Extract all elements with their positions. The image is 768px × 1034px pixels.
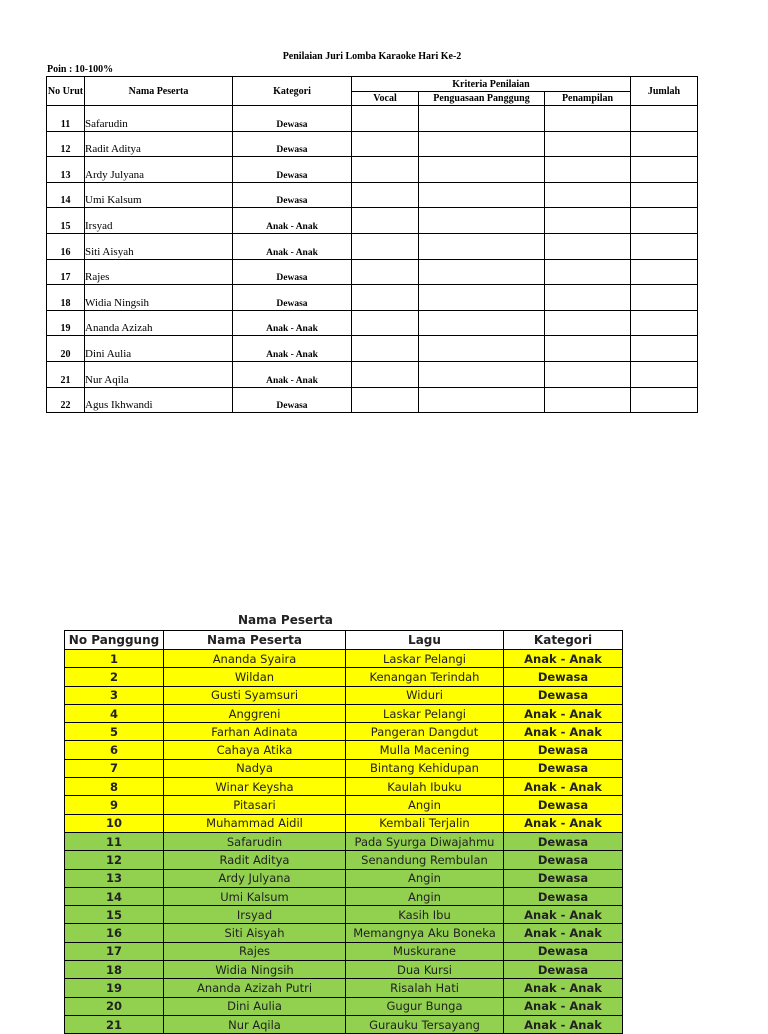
list-no-panggung: 16 (65, 924, 164, 942)
list-nama-peserta: Nadya (164, 759, 346, 777)
list-lagu: Kaulah Ibuku (346, 778, 504, 796)
list-kategori: Anak - Anak (504, 778, 623, 796)
score-penguasaan-cell[interactable] (419, 106, 545, 132)
score-row (47, 259, 698, 285)
list-nama-peserta: Ardy Julyana (164, 869, 346, 887)
list-no-panggung: 5 (65, 723, 164, 741)
list-kategori: Dewasa (504, 887, 623, 905)
list-kategori: Dewasa (504, 832, 623, 850)
list-lagu: Kasih Ibu (346, 906, 504, 924)
judging-table (46, 76, 698, 413)
list-nama-peserta: Cahaya Atika (164, 741, 346, 759)
score-penampilan-cell[interactable] (545, 387, 631, 413)
score-row (47, 106, 698, 132)
score-no-urut: 12 (47, 131, 85, 157)
list-kategori: Dewasa (504, 942, 623, 960)
list-no-panggung: 17 (65, 942, 164, 960)
list-kategori: Anak - Anak (504, 906, 623, 924)
score-jumlah-cell[interactable] (631, 208, 698, 234)
list-no-panggung: 19 (65, 979, 164, 997)
score-no-urut: 13 (47, 157, 85, 183)
list-row (65, 906, 623, 924)
score-penampilan-cell[interactable] (545, 106, 631, 132)
list-lagu: Pada Syurga Diwajahmu (346, 832, 504, 850)
score-no-urut: 19 (47, 310, 85, 336)
score-kategori: Anak - Anak (233, 208, 352, 234)
score-nama-peserta: Rajes (85, 259, 233, 285)
list-row (65, 851, 623, 869)
list-nama-peserta: Safarudin (164, 832, 346, 850)
score-no-urut: 15 (47, 208, 85, 234)
list-row (65, 668, 623, 686)
list-no-panggung: 14 (65, 887, 164, 905)
list-no-panggung: 8 (65, 778, 164, 796)
list-lagu: Pangeran Dangdut (346, 723, 504, 741)
score-vocal-cell[interactable] (352, 208, 419, 234)
score-nama-peserta: Nur Aqila (85, 361, 233, 387)
score-jumlah-cell[interactable] (631, 310, 698, 336)
score-penampilan-cell[interactable] (545, 336, 631, 362)
score-jumlah-cell[interactable] (631, 387, 698, 413)
list-nama-peserta: Radit Aditya (164, 851, 346, 869)
score-penguasaan-cell[interactable] (419, 157, 545, 183)
score-penguasaan-cell[interactable] (419, 387, 545, 413)
list-row (65, 650, 623, 668)
score-vocal-cell[interactable] (352, 361, 419, 387)
header-nama-peserta: Nama Peserta (85, 77, 233, 106)
score-no-urut: 17 (47, 259, 85, 285)
score-nama-peserta: Agus Ikhwandi (85, 387, 233, 413)
list-lagu: Risalah Hati (346, 979, 504, 997)
list-lagu: Angin (346, 887, 504, 905)
score-penguasaan-cell[interactable] (419, 259, 545, 285)
score-vocal-cell[interactable] (352, 259, 419, 285)
score-nama-peserta: Dini Aulia (85, 336, 233, 362)
score-penampilan-cell[interactable] (545, 182, 631, 208)
list-lagu: Angin (346, 869, 504, 887)
list-no-panggung: 3 (65, 686, 164, 704)
score-jumlah-cell[interactable] (631, 336, 698, 362)
score-kategori: Dewasa (233, 182, 352, 208)
score-kategori: Anak - Anak (233, 310, 352, 336)
list-lagu: Laskar Pelangi (346, 650, 504, 668)
list-row (65, 869, 623, 887)
list-row (65, 704, 623, 722)
list-kategori: Anak - Anak (504, 1015, 623, 1033)
list-nama-peserta: Wildan (164, 668, 346, 686)
score-row (47, 336, 698, 362)
list-nama-peserta: Anggreni (164, 704, 346, 722)
score-vocal-cell[interactable] (352, 233, 419, 259)
score-row (47, 387, 698, 413)
list-nama-peserta: Pitasari (164, 796, 346, 814)
header-vocal: Vocal (352, 92, 419, 106)
sheet-title: Penilaian Juri Lomba Karaoke Hari Ke-2 (282, 51, 462, 62)
list-lagu: Kenangan Terindah (346, 668, 504, 686)
score-jumlah-cell[interactable] (631, 106, 698, 132)
score-row (47, 157, 698, 183)
score-vocal-cell[interactable] (352, 106, 419, 132)
list-nama-peserta: Dini Aulia (164, 997, 346, 1015)
list-nama-peserta: Ananda Azizah Putri (164, 979, 346, 997)
header-penampilan: Penampilan (545, 92, 631, 106)
list-no-panggung: 18 (65, 961, 164, 979)
list-row (65, 1015, 623, 1033)
list-nama-peserta: Widia Ningsih (164, 961, 346, 979)
score-nama-peserta: Ardy Julyana (85, 157, 233, 183)
score-kategori: Anak - Anak (233, 233, 352, 259)
score-jumlah-cell[interactable] (631, 259, 698, 285)
list-no-panggung: 6 (65, 741, 164, 759)
list-row (65, 887, 623, 905)
list-kategori: Dewasa (504, 851, 623, 869)
score-vocal-cell[interactable] (352, 131, 419, 157)
list-no-panggung: 11 (65, 832, 164, 850)
score-kategori: Dewasa (233, 157, 352, 183)
list-lagu: Memangnya Aku Boneka (346, 924, 504, 942)
list-row (65, 741, 623, 759)
score-jumlah-cell[interactable] (631, 361, 698, 387)
score-kategori: Dewasa (233, 259, 352, 285)
list-row (65, 942, 623, 960)
list-row (65, 814, 623, 832)
score-kategori: Dewasa (233, 387, 352, 413)
score-nama-peserta: Ananda Azizah (85, 310, 233, 336)
score-penguasaan-cell[interactable] (419, 336, 545, 362)
list-lagu: Muskurane (346, 942, 504, 960)
list-row (65, 997, 623, 1015)
header-list-kategori: Kategori (504, 631, 623, 650)
list-lagu: Widuri (346, 686, 504, 704)
score-penguasaan-cell[interactable] (419, 361, 545, 387)
list-kategori: Anak - Anak (504, 650, 623, 668)
poin-label: Poin : 10-100% (47, 64, 114, 75)
list-title: Nama Peserta (238, 613, 333, 627)
score-vocal-cell[interactable] (352, 310, 419, 336)
score-kategori: Anak - Anak (233, 361, 352, 387)
list-nama-peserta: Umi Kalsum (164, 887, 346, 905)
list-row (65, 778, 623, 796)
score-penguasaan-cell[interactable] (419, 310, 545, 336)
participants-table (64, 630, 623, 1034)
score-penampilan-cell[interactable] (545, 208, 631, 234)
list-nama-peserta: Farhan Adinata (164, 723, 346, 741)
score-jumlah-cell[interactable] (631, 233, 698, 259)
score-vocal-cell[interactable] (352, 182, 419, 208)
list-kategori: Dewasa (504, 741, 623, 759)
score-penguasaan-cell[interactable] (419, 182, 545, 208)
list-nama-peserta: Irsyad (164, 906, 346, 924)
list-no-panggung: 4 (65, 704, 164, 722)
list-kategori: Anak - Anak (504, 723, 623, 741)
header-kategori: Kategori (233, 77, 352, 106)
list-kategori: Anak - Anak (504, 997, 623, 1015)
list-kategori: Dewasa (504, 668, 623, 686)
score-kategori: Dewasa (233, 106, 352, 132)
list-row (65, 686, 623, 704)
list-no-panggung: 12 (65, 851, 164, 869)
score-nama-peserta: Siti Aisyah (85, 233, 233, 259)
score-no-urut: 16 (47, 233, 85, 259)
score-vocal-cell[interactable] (352, 157, 419, 183)
score-penguasaan-cell[interactable] (419, 233, 545, 259)
list-lagu: Angin (346, 796, 504, 814)
list-kategori: Dewasa (504, 686, 623, 704)
score-penampilan-cell[interactable] (545, 285, 631, 311)
list-kategori: Anak - Anak (504, 924, 623, 942)
list-no-panggung: 15 (65, 906, 164, 924)
score-nama-peserta: Umi Kalsum (85, 182, 233, 208)
list-nama-peserta: Siti Aisyah (164, 924, 346, 942)
score-vocal-cell[interactable] (352, 336, 419, 362)
score-row (47, 285, 698, 311)
list-no-panggung: 1 (65, 650, 164, 668)
list-row (65, 796, 623, 814)
score-nama-peserta: Irsyad (85, 208, 233, 234)
list-lagu: Mulla Macening (346, 741, 504, 759)
header-kriteria-penilaian: Kriteria Penilaian (352, 77, 631, 92)
score-kategori: Anak - Anak (233, 336, 352, 362)
list-lagu: Senandung Rembulan (346, 851, 504, 869)
list-no-panggung: 21 (65, 1015, 164, 1033)
list-no-panggung: 20 (65, 997, 164, 1015)
list-row (65, 924, 623, 942)
list-kategori: Anak - Anak (504, 979, 623, 997)
list-row (65, 759, 623, 777)
list-row (65, 723, 623, 741)
list-lagu: Kembali Terjalin (346, 814, 504, 832)
list-kategori: Dewasa (504, 961, 623, 979)
score-penguasaan-cell[interactable] (419, 131, 545, 157)
score-penampilan-cell[interactable] (545, 157, 631, 183)
list-kategori: Dewasa (504, 869, 623, 887)
header-no-panggung: No Panggung (65, 631, 164, 650)
score-kategori: Dewasa (233, 131, 352, 157)
header-penguasaan-panggung: Penguasaan Panggung (419, 92, 545, 106)
score-jumlah-cell[interactable] (631, 157, 698, 183)
score-row (47, 310, 698, 336)
list-nama-peserta: Ananda Syaira (164, 650, 346, 668)
score-vocal-cell[interactable] (352, 387, 419, 413)
score-kategori: Dewasa (233, 285, 352, 311)
score-penampilan-cell[interactable] (545, 233, 631, 259)
header-no-urut: No Urut (47, 77, 85, 106)
list-lagu: Dua Kursi (346, 961, 504, 979)
list-lagu: Laskar Pelangi (346, 704, 504, 722)
list-kategori: Dewasa (504, 759, 623, 777)
score-no-urut: 20 (47, 336, 85, 362)
list-lagu: Gugur Bunga (346, 997, 504, 1015)
list-no-panggung: 9 (65, 796, 164, 814)
score-penampilan-cell[interactable] (545, 361, 631, 387)
list-row (65, 832, 623, 850)
score-no-urut: 18 (47, 285, 85, 311)
list-no-panggung: 10 (65, 814, 164, 832)
list-nama-peserta: Gusti Syamsuri (164, 686, 346, 704)
list-kategori: Dewasa (504, 796, 623, 814)
score-nama-peserta: Widia Ningsih (85, 285, 233, 311)
header-lagu: Lagu (346, 631, 504, 650)
list-no-panggung: 13 (65, 869, 164, 887)
score-nama-peserta: Safarudin (85, 106, 233, 132)
list-nama-peserta: Nur Aqila (164, 1015, 346, 1033)
score-jumlah-cell[interactable] (631, 131, 698, 157)
score-row (47, 233, 698, 259)
score-row (47, 131, 698, 157)
list-nama-peserta: Winar Keysha (164, 778, 346, 796)
score-vocal-cell[interactable] (352, 285, 419, 311)
score-nama-peserta: Radit Aditya (85, 131, 233, 157)
list-no-panggung: 7 (65, 759, 164, 777)
score-no-urut: 22 (47, 387, 85, 413)
score-jumlah-cell[interactable] (631, 285, 698, 311)
score-no-urut: 11 (47, 106, 85, 132)
score-row (47, 182, 698, 208)
header-jumlah: Jumlah (631, 77, 698, 106)
list-lagu: Gurauku Tersayang (346, 1015, 504, 1033)
score-no-urut: 21 (47, 361, 85, 387)
header-list-nama-peserta: Nama Peserta (164, 631, 346, 650)
score-row (47, 208, 698, 234)
list-row (65, 961, 623, 979)
score-penampilan-cell[interactable] (545, 131, 631, 157)
score-row (47, 361, 698, 387)
list-nama-peserta: Muhammad Aidil (164, 814, 346, 832)
list-kategori: Anak - Anak (504, 814, 623, 832)
list-nama-peserta: Rajes (164, 942, 346, 960)
score-penguasaan-cell[interactable] (419, 285, 545, 311)
score-penampilan-cell[interactable] (545, 310, 631, 336)
list-no-panggung: 2 (65, 668, 164, 686)
list-lagu: Bintang Kehidupan (346, 759, 504, 777)
score-no-urut: 14 (47, 182, 85, 208)
list-row (65, 979, 623, 997)
list-kategori: Anak - Anak (504, 704, 623, 722)
score-penampilan-cell[interactable] (545, 259, 631, 285)
score-jumlah-cell[interactable] (631, 182, 698, 208)
score-penguasaan-cell[interactable] (419, 208, 545, 234)
